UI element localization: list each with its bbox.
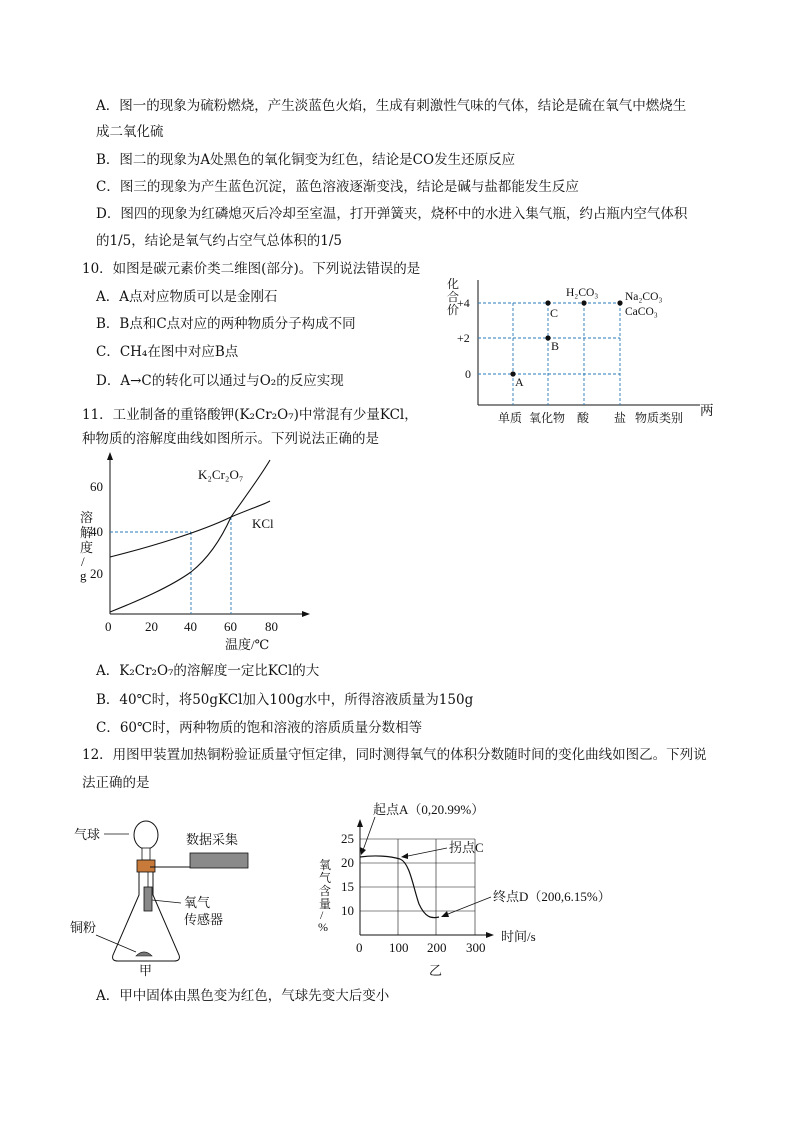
label-turning-c: 拐点C — [449, 840, 484, 855]
oxygen-ylabel-c3: 含 — [319, 884, 332, 898]
q11-stem-line1: 11．工业制备的重铬酸钾(K₂Cr₂O₇)中常混有少量KCl， — [82, 407, 418, 423]
q9-option-d-line2: 的1/5，结论是氧气约占空气总体积的1/5 — [96, 233, 342, 249]
q11-option-c: C．60℃时，两种物质的饱和溶液的溶质质量分数相等 — [96, 720, 423, 736]
valence-xtick-element: 单质 — [498, 411, 523, 425]
q10-option-a: A．A点对应物质可以是金刚石 — [96, 289, 278, 305]
q12-option-a: A．甲中固体由黑色变为红色，气球先变大后变小 — [96, 988, 390, 1004]
q9-option-a-line2: 成二氧化硫 — [96, 124, 164, 140]
oxygen-xtick-100: 100 — [389, 940, 409, 955]
valence-ytick-0: 0 — [465, 367, 471, 381]
oxygen-ylabel-c5: / — [320, 908, 324, 922]
oxygen-ylabel-c1: 氧 — [319, 858, 332, 872]
oxygen-xtick-300: 300 — [466, 940, 486, 955]
oxygen-ylabel-c6: % — [318, 920, 328, 934]
label-c: C — [550, 306, 559, 320]
solubility-ylabel-c2: 解 — [80, 525, 94, 540]
oxygen-ytick-25: 25 — [341, 831, 354, 846]
solubility-xlabel: 温度/℃ — [225, 637, 270, 652]
q11-option-a: A．K₂Cr₂O₇的溶解度一定比KCl的大 — [96, 663, 320, 679]
valence-xtick-oxide: 氧化物 — [529, 411, 566, 425]
label-h2co3: H₂CO₃ — [566, 287, 599, 299]
valence-ylabel-char2: 合 — [447, 290, 460, 304]
q9-option-b: B．图二的现象为A处黑色的氧化铜变为红色，结论是CO发生还原反应 — [96, 152, 516, 168]
k2cr2o7-curve — [110, 460, 270, 612]
point-c — [545, 300, 550, 305]
solubility-guides — [110, 517, 231, 614]
stray-char: 两 — [700, 403, 714, 419]
solubility-ytick-40: 40 — [90, 524, 103, 539]
label-kcl: KCl — [252, 516, 274, 531]
q9-option-d-line1: D．图四的现象为红磷熄灭后冷却至室温，打开弹簧夹，烧杯中的水进入集气瓶，约占瓶内空气体积 — [96, 206, 688, 222]
label-na2co3: Na₂CO₃ — [625, 291, 663, 303]
solubility-ylabel-c1: 溶 — [80, 510, 94, 525]
q10-stem: 10．如图是碳元素价类二维图(部分)。下列说法错误的是 — [82, 261, 421, 277]
valence-grid — [478, 303, 620, 405]
oxygen-ylabel-c2: 气 — [319, 871, 332, 885]
oxygen-ytick-10: 10 — [341, 903, 354, 918]
solubility-ytick-20: 20 — [90, 566, 103, 581]
q9-option-c: C．图三的现象为产生蓝色沉淀，蓝色溶液逐渐变浅，结论是碱与盐都能发生反应 — [96, 179, 579, 195]
copper-powder — [136, 952, 152, 956]
label-balloon: 气球 — [74, 827, 101, 842]
solubility-xtick-60: 60 — [224, 619, 237, 634]
kcl-curve — [110, 501, 270, 557]
solubility-ytick-60: 60 — [90, 479, 103, 494]
valence-ytick-plus2: +2 — [457, 331, 470, 345]
oxygen-ytick-15: 15 — [341, 879, 354, 894]
oxygen-xtick-0: 0 — [356, 940, 363, 955]
point-h2co3 — [581, 300, 586, 305]
q11-option-b: B．40℃时，将50gKCl加入100g水中，所得溶液质量为150g — [96, 692, 474, 708]
label-end-d: 终点D（200,6.15%） — [493, 889, 611, 904]
solubility-xtick-40: 40 — [184, 619, 197, 634]
oxygen-xlabel: 时间/s — [501, 929, 536, 944]
label-k2cr2o7: K₂Cr₂O₇ — [198, 467, 244, 482]
label-a: A — [515, 375, 524, 389]
oxygen-chart — [315, 797, 655, 980]
point-b — [545, 335, 550, 340]
oxygen-sensor — [144, 887, 152, 911]
carbon-valence-class-diagram — [435, 272, 720, 432]
q9-option-a-line1: A．图一的现象为硫粉燃烧，产生淡蓝色火焰，生成有刺激性气味的气体，结论是硫在氧气中燃烧生 — [96, 98, 687, 114]
q12-stem-line2: 法正确的是 — [82, 775, 150, 791]
flask — [113, 872, 180, 961]
q10-option-b: B．B点和C点对应的两种物质分子构成不同 — [96, 316, 356, 332]
q10-option-d: D．A→C的转化可以通过与O₂的反应实现 — [96, 373, 344, 389]
solubility-xtick-80: 80 — [265, 619, 278, 634]
label-sensor-2: 传感器 — [184, 912, 224, 927]
balloon — [134, 821, 158, 849]
solubility-ylabel-c5: g — [80, 568, 87, 583]
stopper — [137, 860, 155, 872]
solubility-xtick-0: 0 — [105, 619, 112, 634]
oxygen-ylabel-c4: 量 — [319, 897, 332, 911]
caption-jia: 甲 — [139, 963, 153, 978]
label-b: B — [551, 339, 560, 353]
label-caco3: CaCO₃ — [625, 306, 658, 318]
valence-ytick-plus4: +4 — [457, 296, 470, 310]
solubility-xtick-20: 20 — [145, 619, 158, 634]
oxygen-ytick-20: 20 — [341, 855, 354, 870]
caption-yi: 乙 — [429, 963, 443, 978]
oxygen-xtick-200: 200 — [427, 940, 447, 955]
valence-ylabel-char1: 化 — [447, 277, 460, 291]
solubility-ylabel-c3: 度 — [80, 540, 94, 555]
apparatus-figure — [66, 815, 256, 980]
q10-option-c: C．CH₄在图中对应B点 — [96, 344, 239, 360]
solubility-ylabel-c4: / — [81, 554, 85, 569]
q11-stem-line2: 种物质的溶解度曲线如图所示。下列说法正确的是 — [82, 431, 379, 447]
q12-stem-line1: 12．用图甲装置加热铜粉验证质量守恒定律，同时测得氧气的体积分数随时间的变化曲线如图乙。下列说 — [82, 747, 707, 763]
point-salt — [617, 300, 622, 305]
solubility-chart — [70, 452, 320, 660]
valence-ylabel-char3: 价 — [447, 303, 460, 317]
valence-xtick-salt: 盐 — [614, 411, 627, 425]
label-sensor-1: 氧气 — [184, 895, 211, 910]
label-start-a: 起点A（0,20.99%） — [373, 802, 485, 817]
valence-xlabel: 物质类别 — [635, 411, 684, 425]
label-collector: 数据采集 — [186, 832, 239, 847]
data-collector — [190, 853, 248, 868]
label-copper: 铜粉 — [70, 920, 97, 935]
valence-xtick-acid: 酸 — [577, 411, 590, 425]
